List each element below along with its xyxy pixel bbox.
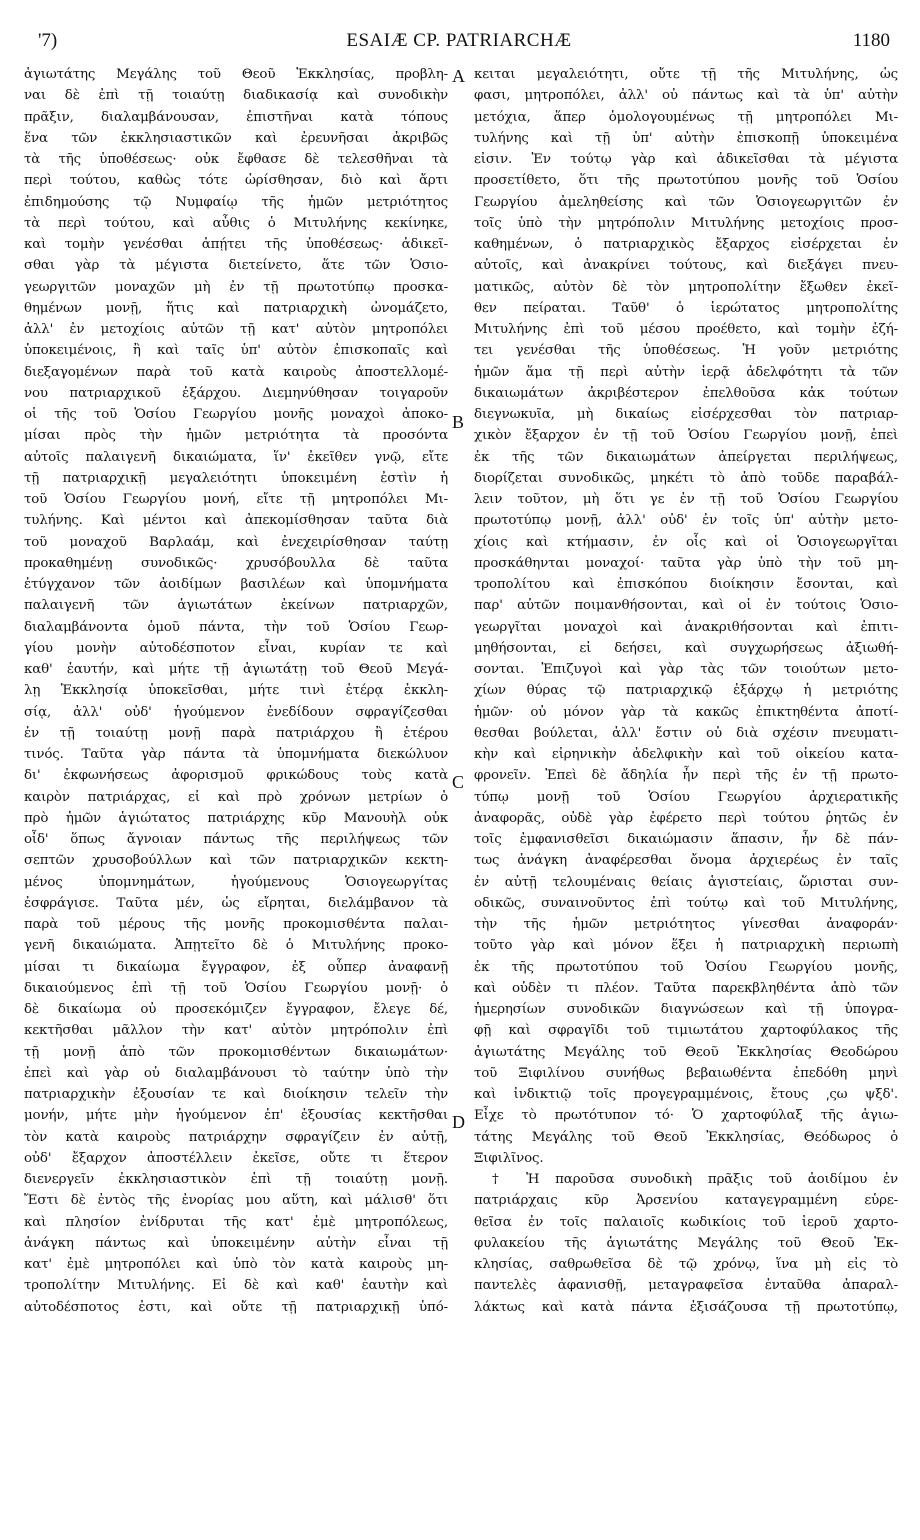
left-column xyxy=(24,64,448,1318)
text-line: φρονεῖν. Ἐπεὶ δὲ ἄδηλία ἦν περὶ τῆς ἐν τῇ πρωτο- xyxy=(474,768,898,784)
text-line: ἁγιωτάτης Μεγάλης τοῦ Θεοῦ Ἐκκλησίας, προβλη- xyxy=(24,67,448,82)
text-line: φυλακείου τῆς ἁγιωτάτης Μεγάλης τοῦ Θεοῦ Ἐκ- xyxy=(474,1235,898,1251)
text-line: νου πατριαρχικοῦ ἐξάρχου. Διεμηνύθησαν τοιγαροῦν xyxy=(24,385,448,401)
text-line: τὰ τῆς ὑποθέσεως· οὐκ ἔφθασε δὲ τελεσθῆναι τὰ xyxy=(24,152,448,167)
text-line: τύπῳ μονῇ τοῦ Ὁσίου Γεωργίου ἀρχιερατικῆς xyxy=(474,789,898,805)
text-line: Εἶχε τὸ πρωτότυπον τό· Ὁ χαρτοφύλαξ τῆς ἁγιω- xyxy=(474,1108,898,1124)
text-line: προσκάθηνται μοναχοί· ταῦτα γὰρ ὑπὸ τὴν τοῦ μη- xyxy=(474,555,898,571)
text-line: τῇ μονῇ ἀπὸ τῶν προκομισθέντων δικαιωμάτων· xyxy=(24,1044,448,1060)
text-line: τοῦ Ξιφιλίνου συνήθως βεβαιωθέντα ἐπεδόθη μηνὶ xyxy=(474,1065,898,1081)
text-line: παντελὲς ἀφανισθῇ, μεταγραφεῖσα ἐνταῦθα ἀπαραλ- xyxy=(474,1278,898,1294)
text-line: μηθήσονται, εἰ δεήσει, καὶ συγχωρήσεως ἀξιωθή- xyxy=(474,640,898,656)
text-line: τινός. Ταῦτα γὰρ πάντα τὰ ὑπομνήματα διεκώλυον xyxy=(24,747,448,762)
text-line: ναι δὲ ἐπὶ τῇ τοιαύτῃ διαδικασίᾳ καὶ συνοδικὴν xyxy=(24,88,448,104)
text-line: καὶ ἰνδικτιῷ τοῖς προγεγραμμένοις, ἔτους ͵ςω ψξδ'. xyxy=(474,1087,898,1102)
text-line: ὑποκειμένοις, ἢ καὶ ταῖς ὑπ' αὐτὸν ἐπισκοπαῖς καὶ xyxy=(24,343,448,359)
text-line: σίᾳ, ἀλλ' οὐδ' ἡγούμενον ἐνεδίδουν σφραγίζεσθαι xyxy=(24,704,448,720)
text-line: γίου μονὴν αὐτοδέσποτον εἶναι, κυρίαν τε καὶ xyxy=(24,640,448,656)
text-line: φασι, μητροπόλει, ἀλλ' οὐ πάντως καὶ τὰ ὑπ' αὐτὴν xyxy=(474,88,898,104)
text-line: ματικῶς, αὐτὸν δὲ τὸν μητροπολίτην ἔξωθεν ἐκεῖ- xyxy=(474,279,898,295)
text-line: κειται μεγαλειότητι, οὔτε τῇ τῆς Μιτυλήνης, ὡς xyxy=(474,67,898,82)
text-line: πρωτοτύπῳ μονῇ, ἀλλ' οὐδ' ἐν τοῖς ὑπ' αὐτὴν μετο- xyxy=(474,513,898,529)
text-line: μίσαι τι δικαίωμα ἔγγραφον, ἐξ οὗπερ ἀναφανῇ xyxy=(24,959,448,975)
text-line: πρᾶξιν, διαλαμβάνουσαν, ἐπιστῆναι κατὰ τόπους xyxy=(24,109,448,125)
text-line: ἀναφορᾶς, οὐδὲ γὰρ ἐφέρετο περὶ τούτου ῥητῶς ἐν xyxy=(474,810,898,826)
text-line: οἱ τῆς τοῦ Ὁσίου Γεωργίου μονῆς μοναχοὶ ἀποκο- xyxy=(24,407,448,422)
text-line: κλησίας, σαθρωθεῖσα δὲ τῷ χρόνῳ, ἵνα μὴ εἰς τὸ xyxy=(474,1257,898,1272)
text-line: ἐκ τῆς τῶν δικαιωμάτων ἀπείργεται περιλήψεως, xyxy=(474,449,898,465)
text-line: τως ἀνάγκη ἀναφέρεσθαι ὄνομα ἀρχιερέως ἐν ταῖς xyxy=(474,853,898,869)
text-line: χικὸν ἔξαρχον ἐν τῇ τοῦ Ὁσίου Γεωργίου μονῇ, ἐπεὶ xyxy=(474,428,898,444)
running-title: ESAIÆ CP. PATRIARCHÆ xyxy=(346,30,572,51)
text-line: οὐδ' ἔξαρχον ἀποστέλλειν ἐκεῖσε, οὔτε τι ἕτερον xyxy=(24,1150,448,1166)
text-line: ἐπιδημούσης τῷ Νυμφαίῳ τῆς ἡμῶν μετριότητος xyxy=(24,194,448,210)
text-line: ἡμῶν ἅμα τῇ περὶ αὐτὴν ἱερᾷ ἀδελφότητι τὰ τῶν xyxy=(474,364,898,380)
text-line: τῇ πατριαρχικῇ μεγαλειότητι ὑποκειμένη ἐστὶν ἡ xyxy=(24,470,448,486)
margin-letter-c: C xyxy=(452,772,465,792)
text-line: διενεργεῖν ἐκκλησιαστικὸν ἐπὶ τῇ τοιαύτῃ μονῇ. xyxy=(24,1172,448,1187)
text-line: χίων θύρας τῷ πατριαρχικῷ ἐξάρχῳ ἡ μετριότης xyxy=(474,683,898,699)
text-line: τοῦ μοναχοῦ Βαρλαάμ, καὶ ἐνεχειρίσθησαν ταύτῃ xyxy=(24,534,448,550)
text-line: δι' ἐκφωνήσεως ἀφορισμοῦ φρικώδους τοὺς κατὰ xyxy=(24,768,448,784)
text-line: ἐν αὐτῇ τελουμέναις θείαις ἁγιστείαις, ὥρισται συν- xyxy=(474,874,898,890)
text-line: ἕνα τῶν ἐκκλησιαστικῶν καὶ ἐρευνῆσαι ἀκριβῶς xyxy=(24,130,448,146)
text-line: ἐκ τῆς πρωτοτύπου τοῦ Ὁσίου Γεωργίου μονῆς, xyxy=(474,959,898,975)
text-line: τυλήνης. Καὶ μέντοι καὶ ἀπεκομίσθησαν ταῦτα διὰ xyxy=(24,513,448,529)
text-line: εἰσιν. Ἐν τούτῳ γὰρ καὶ ἀδικεῖσθαι τὰ μέγιστα xyxy=(474,152,898,167)
text-line: τάτης Μεγάλης τοῦ Θεοῦ Ἐκκλησίας, Θεόδωρος ὁ xyxy=(474,1129,898,1145)
margin-letter-a: A xyxy=(452,66,465,86)
text-line: ἡμερησίων συνοδικῶν διαγνώσεων καὶ τῇ ὑπογρα- xyxy=(474,1002,898,1017)
text-line: μένος ὑπομνημάτων, ἡγούμενους Ὁσιογεωργίτας xyxy=(24,874,448,890)
text-line: θεῖσα ἐν τοῖς παλαιοῖς κωδικίοις τοῦ ἱεροῦ χαρτο- xyxy=(474,1214,898,1230)
text-line: χίοις καὶ κτήμασιν, ἐν οἷς καὶ οἱ Ὁσιογεωργῖται xyxy=(474,534,898,550)
text-line: καὶ πλησίον ἐνίδρυται τῆς κατ' ἐμὲ μητροπόλεως, xyxy=(24,1214,448,1230)
text-line: διορίζεται συνοδικῶς, μηκέτι τὸ ἀπὸ τοῦδε παραβάλ- xyxy=(474,470,898,486)
text-line: διεξαγομένων παρὰ τοῦ κατὰ καιροὺς ἀποστελλομέ- xyxy=(24,364,448,380)
text-line: Γεωργίου ἀμεληθείσης καὶ τῶν Ὁσιογεωργιτῶν ἐν xyxy=(474,194,898,210)
text-line: πατριαρχικὴν ἐξουσίαν τε καὶ διοίκησιν τελεῖν τὴν xyxy=(24,1087,448,1102)
text-line: ἐσφράγισε. Ταῦτα μέν, ὡς εἴρηται, διελάμβανον τὰ xyxy=(24,895,448,911)
text-line: τροπολίτου καὶ ἐπισκόπου διοίκησιν ἔσονται, καὶ xyxy=(474,577,898,592)
text-line: φῇ καὶ σφραγῖδι τοῦ τιμιωτάτου χαρτοφύλακος τῆς xyxy=(474,1023,898,1039)
text-line: παρὰ τοῦ μέρους τῆς μονῆς προκομισθέντα παλαι- xyxy=(24,917,448,932)
text-line: † Ἡ παροῦσα συνοδικὴ πρᾶξις τοῦ ἀοιδίμου ἐν xyxy=(492,1172,898,1187)
text-line: τὸν κατὰ καιροὺς πατριάρχην σφραγίζειν ἐν αὐτῇ, xyxy=(24,1129,448,1145)
text-line: περὶ τούτου, καθὼς τότε ὡρίσθησαν, διὸ καὶ ἄρτι xyxy=(24,173,448,189)
text-line: γεωργιτῶν μοναχῶν μὴ ἐν τῇ πρωτοτύπῳ προσκα- xyxy=(24,279,448,295)
text-line: σθαι γὰρ τὰ μέγιστα διετείνετο, ἅτε τῶν Ὁσιο- xyxy=(24,258,448,274)
text-line: λειν τοῦτον, μὴ ὅτι γε ἐν τῇ τοῦ Ὁσίου Γεωργίου xyxy=(474,492,898,507)
text-line: καὶ τομὴν γενέσθαι ἀπῄτει τῆς ὑποθέσεως· ἀδικεῖ- xyxy=(24,237,448,252)
text-line: παλαιγενῆ τῶν ἁγιωτάτων ἐκείνων πατριαρχῶν, xyxy=(24,598,448,614)
text-line: σεπτῶν χρυσοβούλλων καὶ τῶν πατριαρχικῶν κεκτη- xyxy=(24,853,448,869)
text-line: τοῖς ἐμφανισθεῖσι δικαιώμασιν ἅπασιν, ἦν δὲ πάν- xyxy=(474,832,898,847)
text-line: ἁγιωτάτης Μεγάλης τοῦ Θεοῦ Ἐκκλησίας Θεοδώρου xyxy=(474,1044,898,1060)
text-line: προσετίθετο, ὅτι τῆς πρωτοτύπου μονῆς τοῦ Ὁσίου xyxy=(474,173,898,189)
text-line: Ξιφιλῖνος. xyxy=(474,1150,544,1166)
text-line: διεγνωκυῖα, μὴ δικαίως εἰσέρχεσθαι τὸν πατριαρ- xyxy=(474,407,898,422)
text-line: δικαιωμάτων ἀκριβέστερον ἐπελθοῦσα κἀκ τούτων xyxy=(474,385,898,401)
text-line: τὰ περὶ τούτου, καὶ αὖθις ὁ Μιτυλήνης κεκίνηκε, xyxy=(24,215,448,231)
text-line: καθημένων, ὁ πατριαρχικὸς ἔξαρχος εἰσέρχεται ἐν xyxy=(474,237,898,252)
text-line: τροπολίτην Μιτυλήνης. Εἰ δὲ καὶ καθ' ἑαυτὴν καὶ xyxy=(24,1278,448,1294)
text-line: σονται. Ἐπιζυγοὶ καὶ γὰρ τὰς τῶν τοιούτων μετο- xyxy=(474,662,898,677)
text-line: καιρὸν πατριάρχας, εἰ καὶ πρὸ χρόνων μετρίων ὁ xyxy=(24,789,448,805)
running-head xyxy=(28,30,890,58)
right-column xyxy=(474,64,898,1318)
text-line: τει γενέσθαι τῆς ὑποθέσεως. Ἡ γοῦν μετριότης xyxy=(474,343,898,359)
text-line: ἀλλ' ἐν μετοχίοις αὐτῶν τῇ κατ' αὐτὸν μητροπόλει xyxy=(24,322,448,337)
text-line: θημένων μονῇ, ἥτις καὶ πατριαρχικὴ ὠνομάζετο, xyxy=(24,300,448,316)
text-line: τοῦ Ὁσίου Γεωργίου μονή, εἴτε τῇ μητροπόλει Μι- xyxy=(24,492,448,507)
text-line: διαλαμβάνοντα ὁμοῦ πάντα, τὴν τοῦ Ὁσίου Γεωρ- xyxy=(24,619,448,635)
text-line: γενῆ δικαιώματα. Ἀπῃτεῖτο δὲ ὁ Μιτυλήνης προκο- xyxy=(24,938,448,954)
text-line: καὶ οὐδὲν τι πλέον. Ταῦτα παρεκβληθέντα ἀπὸ τῶν xyxy=(474,980,898,996)
text-line: πρὸ ἡμῶν ἁγιώτατος πατριάρχης κῦρ Μανουὴλ οὐκ xyxy=(24,810,448,826)
margin-letter-d: D xyxy=(452,1112,465,1132)
column-number-right: 1180 xyxy=(852,30,890,51)
text-line: ἡμῶν· οὐ μόνον γὰρ τὰ κακῶς ἐπικτηθέντα ἀποτί- xyxy=(474,704,898,720)
column-number-left: '7) xyxy=(38,30,58,51)
text-line: τυλήνης καὶ τῇ ὑπ' αὐτὴν ἐπισκοπῇ ὑποκειμένα xyxy=(474,130,898,146)
text-line: κατ' ἐμὲ μητροπόλει καὶ ὑπὸ τὸν κατὰ καιροὺς μη- xyxy=(24,1257,448,1272)
text-line: πατριάρχαις κῦρ Ἀρσενίου καταγεγραμμένη εὑρε- xyxy=(474,1193,898,1209)
text-line: προκαθημένῃ συνοδικῶς· χρυσόβουλλα δὲ ταῦτα xyxy=(24,555,448,571)
text-line: ἐν τῇ τοιαύτῃ μονῇ παρὰ πατριάρχου ἢ ἑτέρου xyxy=(24,725,448,741)
text-line: δικαιούμενος ἐπὶ τῇ τοῦ Ὁσίου Γεωργίου μονῇ· ὁ xyxy=(24,980,448,996)
text-line: αὐτοῖς, καὶ ἀνακρίνει τούτους, καὶ διεξάγει πνευ- xyxy=(474,258,898,274)
text-line: ἀνάγκη πάντως καὶ ὑποκειμένην αὐτὴν εἶναι τῇ xyxy=(24,1235,448,1251)
text-line: γεωργῖται μοναχοὶ καὶ ἀνακριθήσονται καὶ ἐπιτι- xyxy=(474,619,898,635)
text-line: αὐτοδέσποτος ἐστι, καὶ οὔτε τῇ πατριαρχικῇ ὑπό- xyxy=(24,1299,448,1315)
text-line: παρ' αὐτῶν ποιμανθήσονται, καὶ οἱ ἐν τούτοις Ὁσιο- xyxy=(474,598,898,614)
text-line: ἐπεὶ καὶ γὰρ οὐ διαλαμβάνουσι τὸ ταύτην ὑπὸ τὴν xyxy=(24,1065,448,1081)
text-line: θεσθαι βούλεται, ἀλλ' ἔστιν οὐ διὰ σχέσιν πνευματι- xyxy=(474,725,898,741)
text-line: τοῦτο γὰρ καὶ μόνον ἕξει ἡ πατριαρχικὴ περιωπὴ xyxy=(474,938,898,954)
text-line: μονήν, μήτε μὴν ἡγούμενον ἐπ' ἐξουσίας κεκτῆσθαι xyxy=(24,1108,448,1124)
text-line: κὴν καὶ εἰρηνικὴν ἀδελφικὴν καὶ τοῦ οἰκείου κατα- xyxy=(474,747,898,762)
text-line: Ἔστι δὲ ἐντὸς τῆς ἐνορίας μου αὕτη, καὶ μάλισθ' ὅτι xyxy=(24,1193,448,1209)
text-line: μετόχια, ἅπερ ὁμολογουμένως τῇ μητροπόλει Μι- xyxy=(474,109,898,125)
text-line: καθ' ἑαυτήν, καὶ μήτε τῇ ἁγιωτάτῃ τοῦ Θεοῦ Μεγά- xyxy=(24,662,448,677)
text-line: μίσαι πρὸς τὴν ἡμῶν μετριότητα τὰ προσόντα xyxy=(24,428,448,444)
text-line: κεκτῆσθαι μᾶλλον τὴν κατ' αὐτὸν μητρόπολιν ἐπὶ xyxy=(24,1023,448,1039)
text-line: αὐτοῖς παλαιγενῆ δικαιώματα, ἵν' ἐκεῖθεν γνῷ, εἴτε xyxy=(24,449,448,465)
text-line: δὲ δικαίωμα οὐ προσεκόμιζεν ἔγγραφον, ἔλεγε δέ, xyxy=(24,1002,448,1017)
text-line: οἶδ' ὅπως ἄγνοιαν πάντως τῆς περιλήψεως τῶν xyxy=(24,832,448,847)
text-line: ἐτύγχανον τῶν ἀοιδίμων βασιλέων καὶ ὑπομνήματα xyxy=(24,577,448,592)
text-line: τὴν τῆς ἡμῶν μετριότητος γίνεσθαι ἀναφοράν· xyxy=(474,917,898,932)
text-line: Μιτυλήνης ἐπὶ τοῦ μέσου προέθετο, καὶ τομὴν ἐζή- xyxy=(474,322,898,337)
text-line: τοῖς ὑπὸ τὴν μητρόπολιν Μιτυλήνης μετοχίοις προσ- xyxy=(474,215,898,231)
text-line: θεν πείραται. Ταῦθ' ὁ ἱερώτατος μητροπολίτης xyxy=(474,300,898,316)
text-line: λάκτως καὶ κατὰ πάντα ἐξισάζουσα τῇ πρωτοτύπῳ, xyxy=(474,1299,898,1315)
text-line: λῃ Ἐκκλησίᾳ ὑποκεῖσθαι, μήτε τινὶ ἑτέρᾳ ἐκκλη- xyxy=(24,683,448,699)
text-line: οδικῶς, συναινοῦντος ἐπὶ τούτῳ καὶ τοῦ Μιτυλήνης, xyxy=(474,895,898,911)
margin-letter-b: B xyxy=(452,412,465,432)
